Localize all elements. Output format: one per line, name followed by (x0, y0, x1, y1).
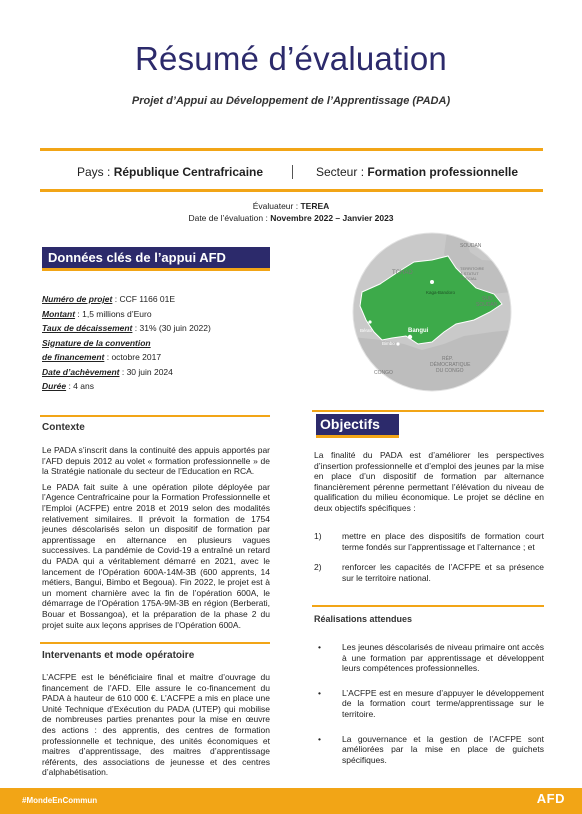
key-data-value: : CCF 1166 01E (112, 294, 176, 304)
evaluator-label: Évaluateur : (252, 201, 301, 211)
evaluator-value: TEREA (300, 201, 330, 211)
info-separator (292, 165, 293, 179)
key-data-label: Taux de décaissement (42, 323, 133, 333)
key-data-row (42, 307, 211, 322)
key-data-value: : octobre 2017 (104, 352, 162, 362)
key-data-row (42, 321, 211, 336)
list-item (314, 734, 544, 766)
intervenants-paragraph: L’ACFPE est le bénéficiaire final et maitre d’ouvrage du financement de l’AFD. Elle assure le co-financement du PADA à hauteur de 610 000 €. L’ACFPE a mis en place une Unité Technique d’Exécution du PADA (UTEP) qui mobilise de nombreuses parties prenantes pour la mise en œuvre des actions : des apprentis, des centres de formation professionnelle et technique, des unités économiques et maitres d’apprentissage, des maitres d’apprentissage référents, des associations de jeunesse et des centres d’alphabétisation. (42, 672, 270, 778)
sector-field (316, 165, 518, 179)
contexte-body (42, 445, 270, 635)
evaluation-date-line (0, 213, 582, 223)
map-label-congo: CONGO (374, 370, 393, 376)
map-label-berati: Bérati (360, 328, 372, 333)
map-label-tchad: TCHAD (392, 270, 413, 276)
objectifs-divider (312, 410, 544, 412)
map-label-a-statut: À STATUT (460, 271, 479, 276)
intervenants-divider (40, 642, 270, 644)
list-item (314, 531, 544, 552)
map-label-bangui: Bangui (408, 328, 429, 334)
list-item (314, 562, 544, 583)
map-label-soudan2: SOUDAN (476, 302, 498, 308)
bottom-divider (40, 189, 543, 192)
key-data-row (42, 292, 211, 307)
key-data-label: Numéro de projet (42, 294, 113, 304)
key-data-row (42, 365, 211, 380)
map-graphic (352, 232, 512, 392)
list-text: renforcer les capacités de l’ACFPE et sa présence sur le territoire national. (342, 562, 544, 583)
map-label-kaga: Kaga-Bandoro (426, 290, 456, 295)
list-marker: 2) (314, 562, 322, 573)
contexte-divider (40, 415, 270, 417)
key-data-value: : 1,5 millions d’Euro (75, 308, 152, 319)
list-text: Les jeunes déscolarisés de niveau primaire ont accès à une formation par apprentissage et développent leurs compétences professionnelles. (342, 642, 544, 674)
realisations-heading: Réalisations attendues (314, 614, 413, 624)
map-kaga-dot (430, 280, 434, 284)
footer-hashtag: #MondeEnCommun (22, 796, 98, 805)
top-divider (40, 148, 543, 151)
map-label-soudan: SOUDAN (460, 243, 482, 249)
map-berati-dot (368, 320, 371, 323)
key-data-label: Montant (42, 308, 76, 319)
objectifs-heading: Objectifs (316, 414, 399, 435)
country-field (77, 165, 263, 179)
evaluation-date-value: Novembre 2022 – Janvier 2023 (270, 213, 394, 223)
page-title: Résumé d’évaluation (135, 40, 447, 77)
map-label-du-congo: DU CONGO (436, 368, 464, 374)
country-map (352, 232, 512, 392)
key-data-value: : 30 juin 2024 (119, 366, 173, 377)
map-label-sud: SUD (482, 296, 493, 302)
evaluator-line (0, 201, 582, 211)
map-label-democratique: DÉMOCRATIQUE (430, 362, 471, 368)
evaluation-date-label: Date de l’évaluation : (188, 213, 271, 223)
key-data-label: Durée (42, 381, 67, 391)
realisations-divider (312, 605, 544, 607)
objectifs-intro: La finalité du PADA est d’améliorer les perspectives d’insertion professionnelle et d’emploi des jeunes par la mise en place d’un dispositif de formation par alternance financièrement pérenne permettant l’élévation du niveau de qualification du milieu économique. Le projet se décline en deux objectifs spécifiques : (314, 450, 544, 513)
footer-bar (0, 788, 582, 814)
key-data-row (42, 350, 211, 365)
map-bangui-dot (408, 335, 412, 339)
map-bimbo-dot (396, 342, 399, 345)
key-data-label: Date d’achèvement (42, 366, 120, 377)
intervenants-heading: Intervenants et mode opératoire (42, 650, 195, 661)
contexte-paragraph: Le PADA fait suite à une opération pilote déployée par l’Agence Centrafricaine pour la Formation Professionnelle et l’Emploi (ACFPE) entre 2018 et 2019 selon des modalités relativement similaires. Il prévoit la formation de 1754 jeunes déscolarisés selon un dispositif de formation par apprentissage en alternance en plusieurs vagues successives. La pandémie de Covid-19 a entraîné un retard du PADA qui a véritablement démarré en 2021, avec le lancement de l’Opération 600A-14M-3B (600 apprents, 14 métiers, Bangui, Bimbo et Begoua). Fin 2022, le projet est à un moment charnière avec la fin de l’opération 600A, le démarrage de l’Opération 175A-9M-3B en région (Berberati, Bouar et Bossangoa), et la préparation de la phase 2 du projet suite aux leçons apprises de l’Opération 600A. (42, 481, 270, 630)
country-label: Pays : (77, 165, 114, 179)
sector-label: Secteur : (316, 165, 368, 179)
contexte-paragraph: Le PADA s’inscrit dans la continuité des appuis apportés par l’AFD depuis 2012 au volet « formation professionnelle » de la Stratégie nationale du secteur de l’Education en RCA. (42, 445, 270, 477)
page-subtitle: Projet d’Appui au Développement de l’Apprentissage (PADA) (131, 95, 451, 107)
intervenants-body (42, 672, 270, 783)
key-data-label: Signature de la convention (42, 337, 151, 348)
map-label-special: SPÉCIAL (460, 276, 477, 281)
key-data-label: de financement (42, 352, 105, 362)
list-marker: • (318, 733, 321, 744)
list-item (314, 688, 544, 720)
key-data-value: : 4 ans (66, 381, 94, 391)
list-text: mettre en place des dispositifs de formation court terme fondés sur l’apprentissage et l’alternance ; et (342, 531, 544, 552)
key-data-row (42, 379, 211, 394)
sector-value: Formation professionnelle (367, 165, 519, 179)
list-marker: • (318, 687, 321, 698)
list-text: La gouvernance et la gestion de l’ACFPE sont améliorées par la mise en place de guichets spécifiques. (342, 733, 544, 765)
contexte-heading: Contexte (42, 422, 85, 433)
map-label-territoire: TERRITOIRE (460, 266, 485, 271)
map-label-rep: RÉP. (442, 356, 454, 362)
realisations-list (314, 642, 544, 775)
key-data-heading: Données clés de l’appui AFD (42, 247, 270, 268)
objectifs-list (314, 531, 544, 593)
key-data-list (42, 292, 211, 394)
country-value: République Centrafricaine (113, 165, 264, 179)
afd-logo: AFD (536, 791, 565, 806)
map-label-bimbo: Bimbo (382, 341, 395, 346)
list-marker: 1) (314, 531, 322, 541)
list-marker: • (318, 642, 321, 652)
key-data-row (42, 336, 211, 351)
list-item (314, 642, 544, 674)
list-text: L’ACFPE est en mesure d’appuyer le développement de la formation court terme/apprentissage sur le territoire. (342, 687, 544, 719)
key-data-value: : 31% (30 juin 2022) (132, 323, 211, 333)
